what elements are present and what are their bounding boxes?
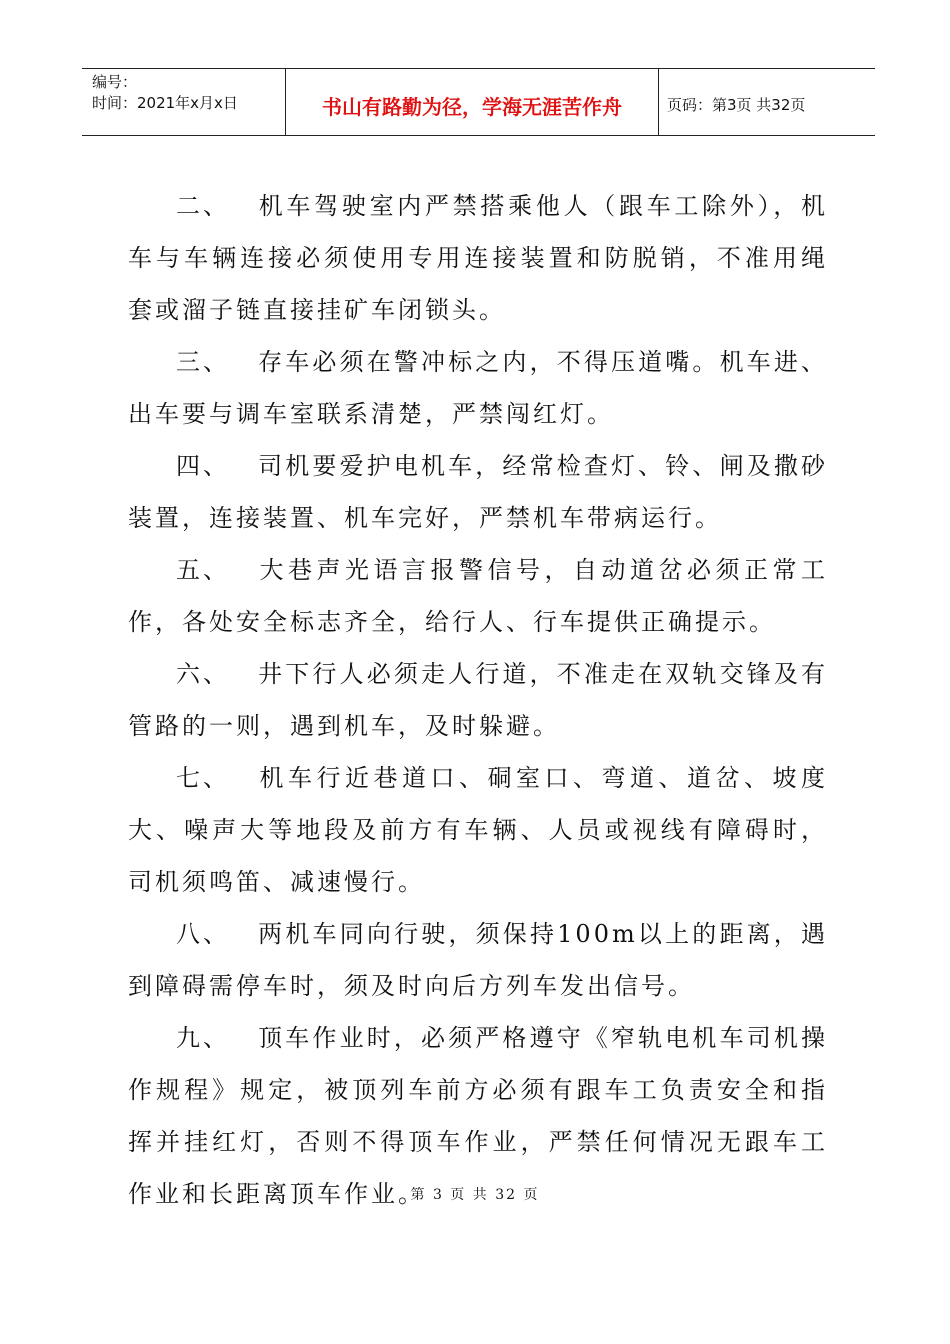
document-header (82, 68, 875, 136)
paragraph-number: 九、 (176, 1024, 230, 1052)
paragraph-number: 五、 (176, 556, 230, 584)
paragraph-number: 四、 (176, 452, 230, 480)
header-meta-cell (82, 69, 286, 135)
number-label: 编号： (92, 73, 138, 91)
paragraph (128, 336, 828, 440)
paragraph-number: 二、 (176, 192, 230, 220)
paragraph-number: 三、 (176, 348, 230, 376)
paragraph-text: 两机车同向行驶，须保持100m以上的距离，遇到障碍需停车时，须及时向后方列车发出信号。 (128, 920, 828, 1000)
time-label: 时间：2021年x月x日 (92, 94, 238, 112)
paragraph (128, 908, 828, 1012)
document-body (128, 180, 828, 1220)
paragraph (128, 648, 828, 752)
paragraph (128, 752, 828, 908)
paragraph-text: 机车驾驶室内严禁搭乘他人（跟车工除外），机车与车辆连接必须使用专用连接装置和防脱销，不准用绳套或溜子链直接挂矿车闭锁头。 (128, 192, 828, 324)
paragraph-text: 机车行近巷道口、硐室口、弯道、道岔、坡度大、噪声大等地段及前方有车辆、人员或视线有障碍时，司机须鸣笛、减速慢行。 (128, 764, 828, 896)
paragraph-text: 顶车作业时，必须严格遵守《窄轨电机车司机操作规程》规定，被顶列车前方必须有跟车工负责安全和指挥并挂红灯，否则不得顶车作业，严禁任何情况无跟车工作业和长距离顶车作业。 (128, 1024, 828, 1208)
paragraph-text: 存车必须在警冲标之内，不得压道嘴。机车进、出车要与调车室联系清楚，严禁闯红灯。 (128, 348, 828, 428)
paragraph (128, 440, 828, 544)
paragraph (128, 544, 828, 648)
header-page-info: 页码：第3页 共32页 (667, 95, 806, 114)
paragraph (128, 180, 828, 336)
page-footer: 第 3 页 共 32 页 (410, 1187, 540, 1203)
paragraph-text: 司机要爱护电机车，经常检查灯、铃、闸及撒砂装置，连接装置、机车完好，严禁机车带病运行。 (128, 452, 828, 532)
paragraph-number: 六、 (176, 660, 230, 688)
header-motto: 书山有路勤为径，学海无涯苦作舟 (286, 69, 659, 135)
paragraph-number: 八、 (176, 920, 230, 948)
paragraph-text: 大巷声光语言报警信号，自动道岔必须正常工作，各处安全标志齐全，给行人、行车提供正确提示。 (128, 556, 828, 636)
paragraph-text: 井下行人必须走人行道，不准走在双轨交锋及有管路的一则，遇到机车，及时躲避。 (128, 660, 828, 740)
paragraph-number: 七、 (176, 764, 230, 792)
